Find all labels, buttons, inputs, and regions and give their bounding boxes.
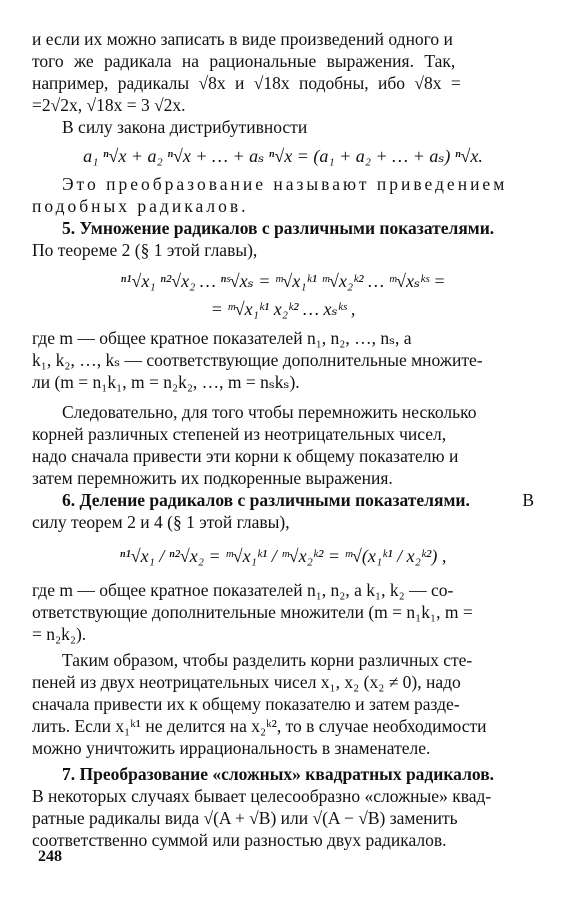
paragraph-complex-radicals bbox=[32, 785, 534, 851]
text-line: и если их можно записать в виде произведений одного и bbox=[32, 29, 453, 49]
text-fragment: В bbox=[522, 490, 534, 510]
text-line: сначала привести их к общему показателю и затем разде- bbox=[32, 694, 460, 714]
text-line: подобных радикалов. bbox=[32, 196, 249, 216]
text-line: =2√2x, √18x = 3 √2x. bbox=[32, 95, 186, 115]
text-line: соответственно суммой или разностью двух радикалов. bbox=[32, 830, 447, 850]
paragraph-where-m-2 bbox=[32, 579, 534, 645]
text-line: того же радикала на рациональные выражения. Так, bbox=[32, 51, 456, 71]
formula-product-radicals bbox=[32, 267, 534, 323]
section-heading-7: 7. Преобразование «сложных» квадратных радикалов. bbox=[62, 764, 495, 784]
paragraph-similar-radicals bbox=[32, 28, 534, 116]
text-line: По теореме 2 (§ 1 этой главы), bbox=[32, 240, 258, 260]
text-line: затем перемножить их подкоренные выражения. bbox=[32, 468, 393, 488]
text-line: k₁, k₂, …, kₛ — соответствующие дополнительные множите- bbox=[32, 350, 483, 370]
text-line: можно уничтожить иррациональность в знаменателе. bbox=[32, 738, 431, 758]
paragraph-multiply-rule bbox=[32, 401, 534, 489]
text-line: корней различных степеней из неотрицательных чисел, bbox=[32, 424, 447, 444]
text-line: надо сначала привести эти корни к общему показателю и bbox=[32, 446, 459, 466]
page-body bbox=[32, 28, 534, 851]
text-line: Таким образом, чтобы разделить корни различных сте- bbox=[62, 650, 473, 670]
text-line: например, радикалы √8x и √18x подобны, ибо √8x = bbox=[32, 73, 461, 93]
text-line: пеней из двух неотрицательных чисел x₁, x₂ (x₂ ≠ 0), надо bbox=[32, 672, 461, 692]
formula-similar-sum: a₁ ⁿ√x + a₂ ⁿ√x + … + aₛ ⁿ√x = (a₁ + a₂ + … + aₛ) ⁿ√x. bbox=[83, 146, 483, 166]
paragraph-where-m bbox=[32, 327, 534, 393]
formula-line: = ᵐ√x₁ᵏ¹ x₂ᵏ² … xₛᵏˢ , bbox=[210, 299, 356, 319]
page-number: 248 bbox=[38, 848, 62, 865]
section-heading-5: 5. Умножение радикалов с различными показателями. bbox=[62, 218, 495, 238]
text-line: Это преобразование называют приведением bbox=[62, 174, 508, 194]
text-line: лить. Если x₁ᵏ¹ не делится на x₂ᵏ², то в случае необходимости bbox=[32, 716, 487, 736]
paragraph-distributivity: В силу закона дистрибутивности bbox=[62, 117, 308, 137]
text-line: В некоторых случаях бывает целесообразно «сложные» квад- bbox=[32, 786, 492, 806]
section-heading-6-line bbox=[32, 489, 534, 511]
text-line: где m — общее кратное показателей n₁, n₂, а k₁, k₂ — со- bbox=[32, 580, 454, 600]
text-line: где m — общее кратное показателей n₁, n₂, …, nₛ, а bbox=[32, 328, 412, 348]
text-line: = n₂k₂). bbox=[32, 624, 87, 644]
section-heading-6: 6. Деление радикалов с различными показателями. bbox=[62, 490, 470, 510]
text-line: ли (m = n₁k₁, m = n₂k₂, …, m = nₛkₛ). bbox=[32, 372, 300, 392]
formula-line: ⁿ¹√x₁ ⁿ²√x₂ … ⁿˢ√xₛ = ᵐ√x₁ᵏ¹ ᵐ√x₂ᵏ² … ᵐ√xₛᵏˢ = bbox=[120, 271, 446, 291]
paragraph-divide-rule bbox=[32, 649, 534, 759]
text-line: Следовательно, для того чтобы перемножить несколько bbox=[62, 402, 477, 422]
text-line: ответствующие дополнительные множители (m = n₁k₁, m = bbox=[32, 602, 473, 622]
text-line: ратные радикалы вида √(A + √B) или √(A − √B) заменить bbox=[32, 808, 458, 828]
text-line: силу теорем 2 и 4 (§ 1 этой главы), bbox=[32, 512, 290, 532]
formula-division-radicals: ⁿ¹√x₁ / ⁿ²√x₂ = ᵐ√x₁ᵏ¹ / ᵐ√x₂ᵏ² = ᵐ√(x₁ᵏ¹ / x₂ᵏ²) , bbox=[119, 546, 447, 566]
